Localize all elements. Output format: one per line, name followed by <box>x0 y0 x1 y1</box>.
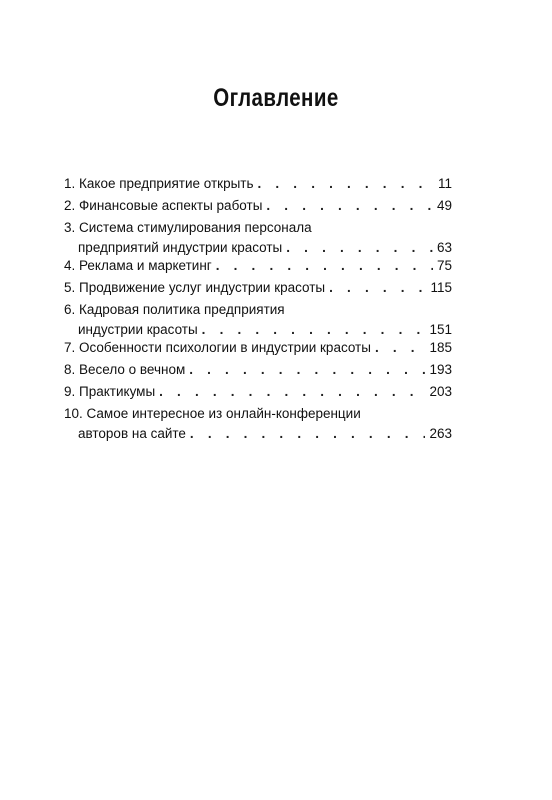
toc-entry-title-continued: индустрии красоты <box>78 322 198 337</box>
toc-entry <box>64 338 452 358</box>
dot-leader <box>202 320 426 340</box>
page-title: Оглавление <box>213 84 339 112</box>
toc-entry <box>64 360 452 380</box>
toc-entry-title-continued: предприятий индустрии красоты <box>78 240 283 255</box>
toc-page-number: 193 <box>429 362 452 377</box>
toc-entry <box>64 196 452 216</box>
toc-page-number: 115 <box>430 280 452 295</box>
toc-entry-title: 5. Продвижение услуг индустрии красоты <box>64 280 326 295</box>
toc-page-number: 75 <box>436 258 452 273</box>
toc-entry <box>64 174 452 194</box>
toc-entry-title: 1. Какое предприятие открыть <box>64 176 254 191</box>
dot-leader <box>286 238 433 258</box>
toc-entry <box>64 256 452 276</box>
toc-entry <box>64 278 452 298</box>
dot-leader <box>190 424 426 444</box>
toc-page-number: 11 <box>437 176 452 191</box>
toc-entry-title-continued: авторов на сайте <box>78 426 186 441</box>
dot-leader <box>258 174 434 194</box>
dot-leader <box>266 196 433 216</box>
toc-entry <box>64 218 452 258</box>
toc-entry-title: 2. Финансовые аспекты работы <box>64 198 263 213</box>
toc-entry-title: 9. Практикумы <box>64 384 156 399</box>
toc-entry-title: 8. Весело о вечном <box>64 362 186 377</box>
toc-entry-title: 7. Особенности психологии в индустрии красоты <box>64 340 371 355</box>
dot-leader <box>189 360 425 380</box>
dot-leader <box>216 256 433 276</box>
toc-page-number: 185 <box>429 340 452 355</box>
toc-entry-title: 6. Кадровая политика предприятия <box>64 302 285 317</box>
toc-page-number: 63 <box>436 240 452 255</box>
toc-entry-title: 3. Система стимулирования персонала <box>64 220 312 235</box>
toc-entry <box>64 300 452 340</box>
dot-leader <box>329 278 426 298</box>
toc-page-number: 203 <box>429 384 452 399</box>
toc-page-number: 49 <box>436 198 452 213</box>
dot-leader <box>375 338 426 358</box>
toc-entry-title: 4. Реклама и маркетинг <box>64 258 212 273</box>
toc-page-number: 263 <box>429 426 452 441</box>
toc-entry-title: 10. Самое интересное из онлайн-конференции <box>64 406 361 421</box>
toc-page-number: 151 <box>429 322 452 337</box>
toc-entry <box>64 382 452 402</box>
dot-leader <box>159 382 425 402</box>
toc-entry <box>64 404 452 444</box>
